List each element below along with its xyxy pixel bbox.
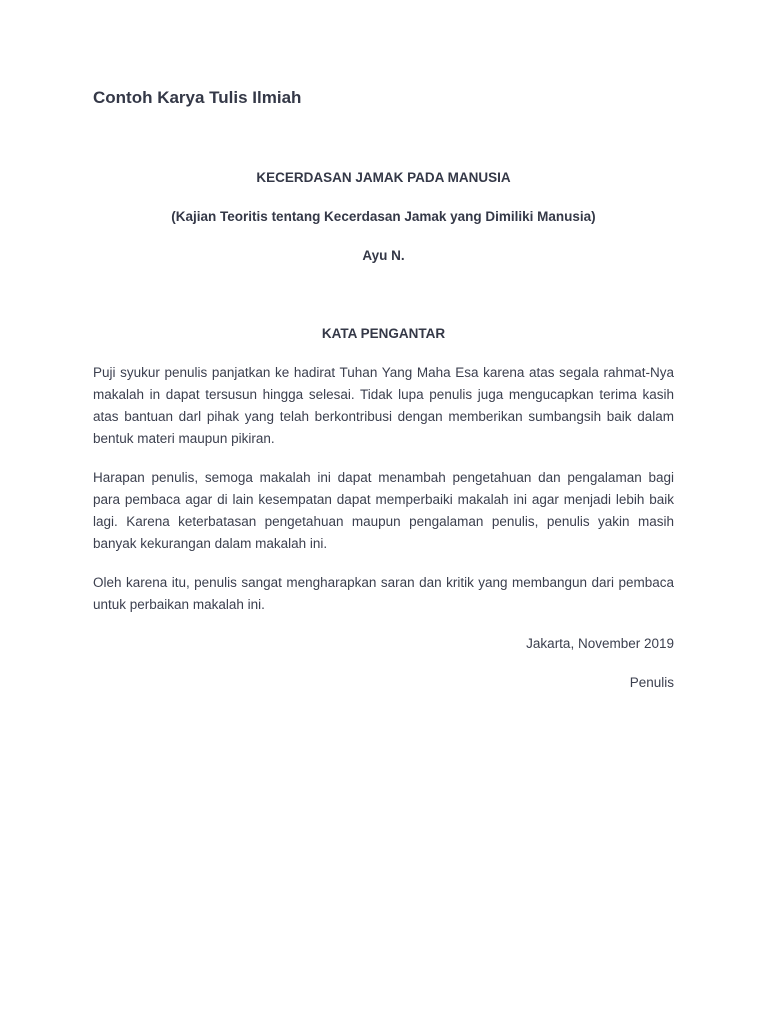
paper-subtitle: (Kajian Teoritis tentang Kecerdasan Jamak yang Dimiliki Manusia): [171, 209, 596, 224]
place-date: Jakarta, November 2019: [526, 636, 674, 651]
paper-author: Ayu N.: [362, 248, 405, 263]
signature: Penulis: [629, 675, 674, 690]
paper-title: KECERDASAN JAMAK PADA MANUSIA: [256, 170, 511, 185]
paragraph: Harapan penulis, semoga makalah ini dapat menambah pengetahuan dan pengalaman bagi para pembaca agar di lain kesempatan dapat memperbaiki makalah ini agar menjadi lebih baik lagi. Karena keterbatasan pengetahuan maupun pengalaman penulis, penulis yakin masih banyak kekurangan dalam makalah ini.: [93, 470, 674, 551]
paragraph: Oleh karena itu, penulis sangat mengharapkan saran dan kritik yang membangun dari pembaca untuk perbaikan makalah ini.: [93, 575, 674, 612]
section-title: KATA PENGANTAR: [321, 326, 446, 341]
document-heading: Contoh Karya Tulis Ilmiah: [93, 88, 302, 107]
paragraph: Puji syukur penulis panjatkan ke hadirat Tuhan Yang Maha Esa karena atas segala rahmat-Nya makalah in dapat tersusun hingga selesai. Tidak lupa penulis juga mengucapkan terima kasih atas bantuan darl pihak yang telah berkontribusi dengan memberikan sumbangsih baik dalam bentuk materi maupun pikiran.: [93, 365, 674, 446]
